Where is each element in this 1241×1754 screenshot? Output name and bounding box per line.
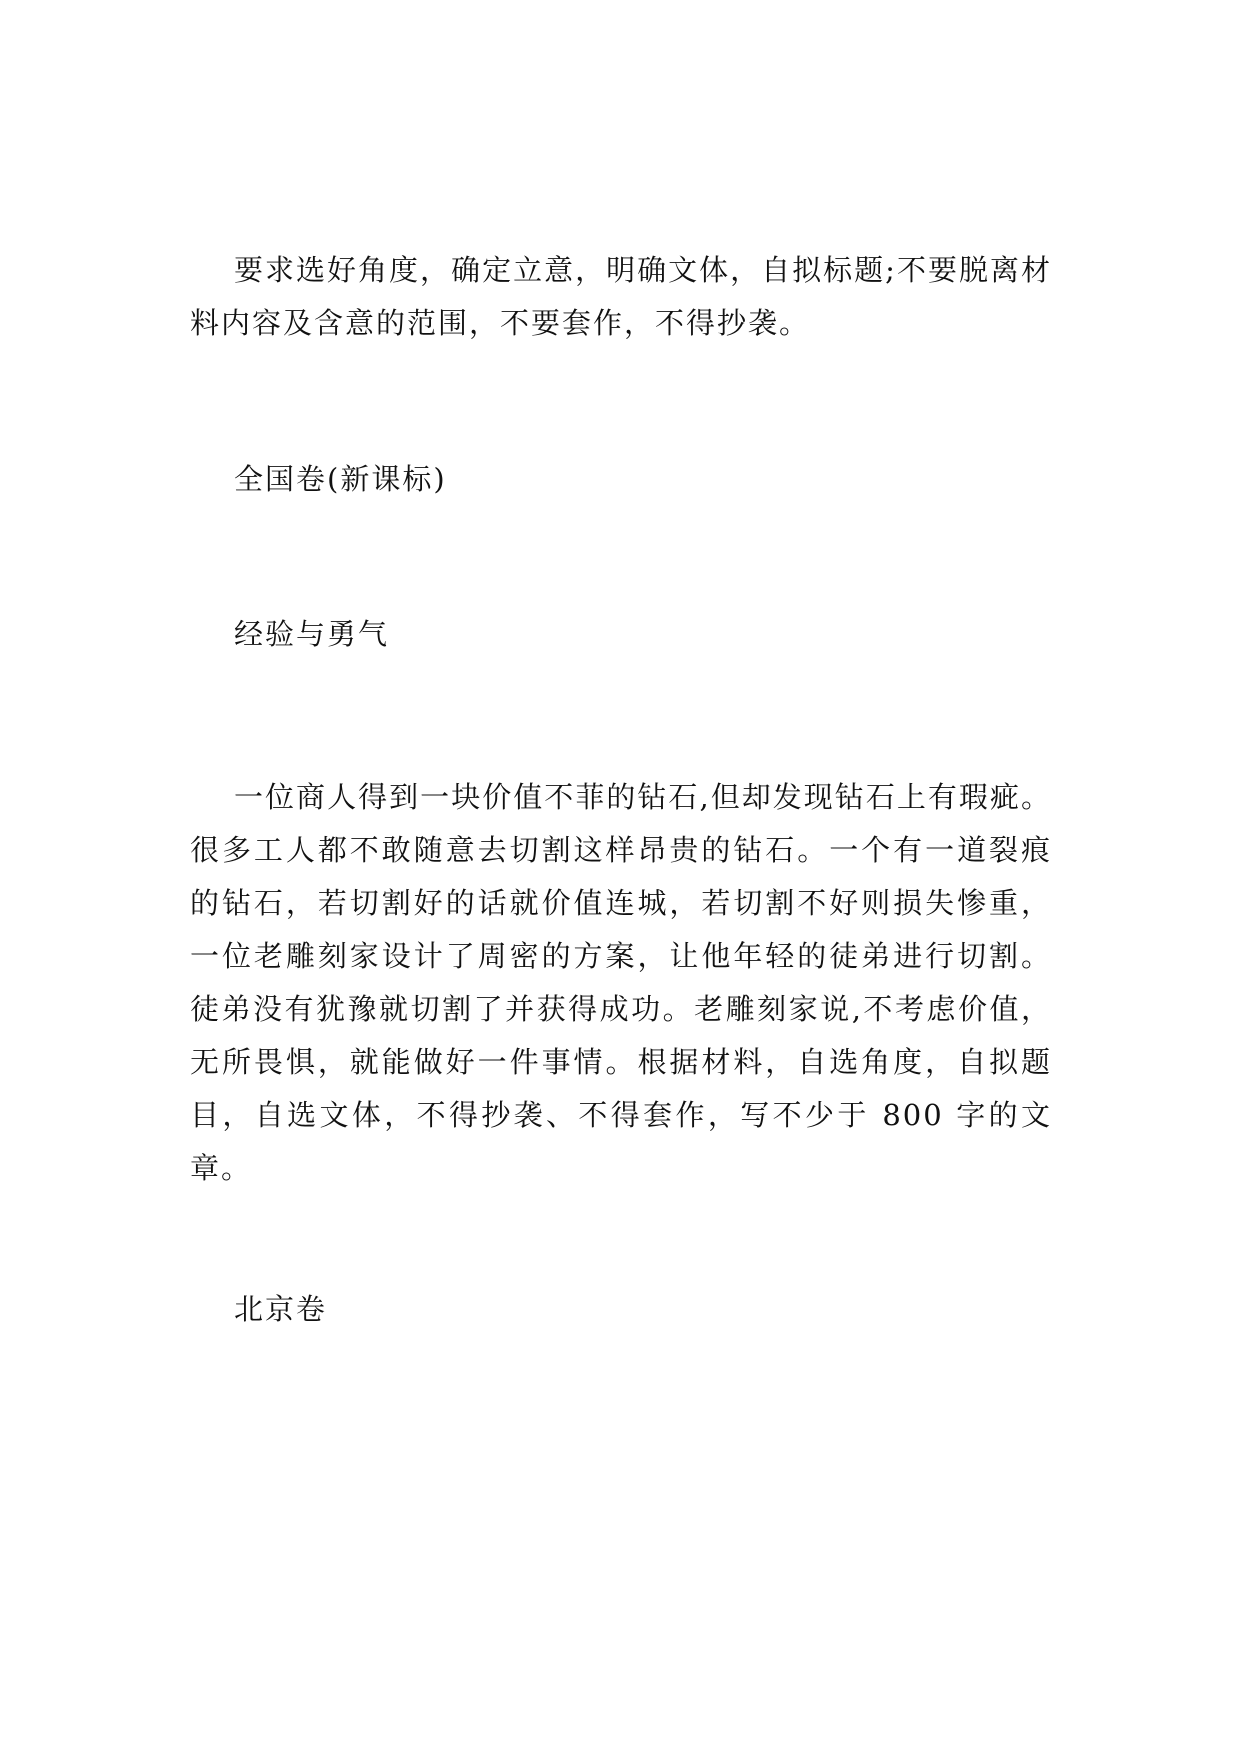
national-paper-heading: 全国卷(新课标) bbox=[234, 462, 447, 496]
topic-heading: 经验与勇气 bbox=[234, 617, 390, 651]
beijing-paper-heading: 北京卷 bbox=[234, 1292, 328, 1326]
requirements-paragraph: 要求选好角度，确定立意，明确文体，自拟标题;不要脱离材料内容及含意的范围，不要套作，不得抄袭。 bbox=[190, 253, 1052, 340]
essay-prompt-paragraph: 一位商人得到一块价值不菲的钻石,但却发现钻石上有瑕疵。很多工人都不敢随意去切割这样昂贵的钻石。一个有一道裂痕的钻石，若切割好的话就价值连城，若切割不好则损失惨重，一位老雕刻家设计了周密的方案，让他年轻的徒弟进行切割。徒弟没有犹豫就切割了并获得成功。老雕刻家说,不考虑价值，无所畏惧，就能做好一件事情。根据材料，自选角度，自拟题目，自选文体，不得抄袭、不得套作，写不少于 800 字的文章。 bbox=[190, 780, 1052, 1185]
